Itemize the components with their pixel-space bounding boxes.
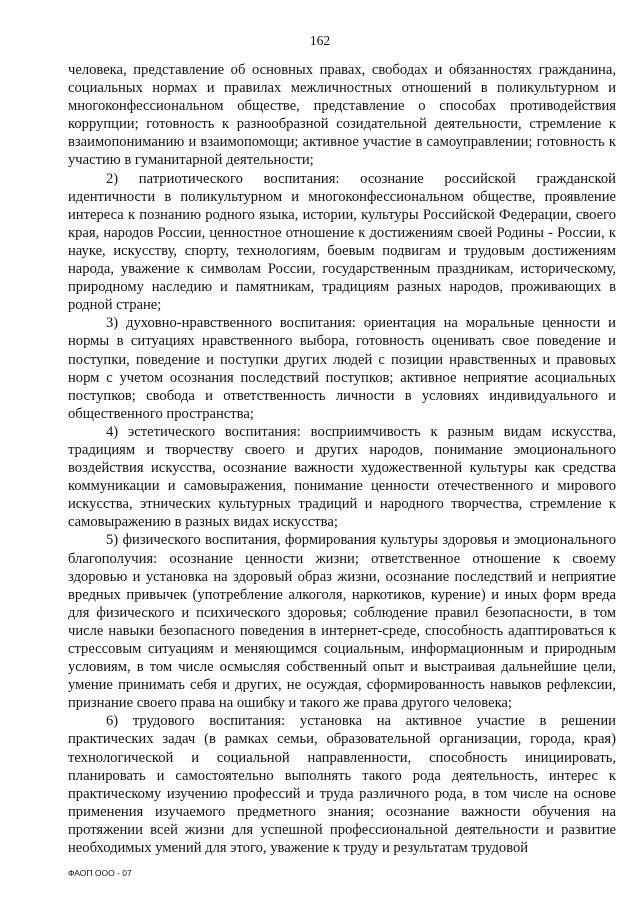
paragraph-continuation: человека, представление об основных правах, свободах и обязанностях гражданина, социальных нормах и правилах межличностных отношений в поликультурном и многоконфессиональном обществе, представление о способах противодействия коррупции; готовность к разнообразной созидательной деятельности, стремление к взаимопониманию и взаимопомощи; активное участие в самоуправлении; готовность к участию в гуманитарной деятельности; bbox=[68, 62, 616, 169]
page-number: 162 bbox=[309, 33, 331, 48]
paragraph-moral-education: 3) духовно-нравственного воспитания: ориентация на моральные ценности и нормы в ситуациях нравственного выбора, готовность оценивать свое поведение и поступки, поведение и поступки других людей с позиции нравственных и правовых норм с учетом осознания последствий поступков; активное неприятие асоциальных поступков; свобода и ответственность личности в условиях индивидуального и общественного пространства; bbox=[68, 315, 616, 422]
paragraph-patriotic-education: 2) патриотического воспитания: осознание российской гражданской идентичности в поликультурном и многоконфессиональном обществе, проявление интереса к познанию родного языка, истории, культуры Российской Федерации, своего края, народов России, ценностное отношение к достижениям своей Родины - России, к науке, искусству, спорту, технологиям, боевым подвигам и трудовым достижениям народа, уважение к символам России, государственным праздникам, историческому, природному наследию и памятникам, традициям разных народов, проживающих в родной стране; bbox=[68, 170, 616, 314]
document-body bbox=[68, 61, 616, 857]
paragraph-physical-education: 5) физического воспитания, формирования культуры здоровья и эмоционального благополучия: осознание ценности жизни; ответственное отношение к своему здоровью и установка на здоровый образ жизни, осознание последствий и неприятие вредных привычек (употребление алкоголя, наркотиков, курение) и иных форм вреда для физического и психического здоровья; соблюдение правил безопасности, в том числе навыки безопасного поведения в интернет-среде, способность адаптироваться к стрессовым ситуациям и меняющимся социальным, информационным и природным условиям, в том числе осмысляя собственный опыт и выстраивая дальнейшие цели, умение принимать себя и других, не осуждая, сформированность навыков рефлексии, признание своего права на ошибку и такого же права другого человека; bbox=[68, 532, 616, 712]
paragraph-labor-education: 6) трудового воспитания: установка на активное участие в решении практических задач (в рамках семьи, образовательной организации, города, края) технологической и социальной направленности, способность инициировать, планировать и самостоятельно выполнять такого рода деятельность, интерес к практическому изучению профессий и труда различного рода, в том числе на основе применения изучаемого предметного знания; осознание важности обучения на протяжении всей жизни для успешной профессиональной деятельности и развитие необходимых умений для этого, уважение к труду и результатам трудовой bbox=[68, 713, 616, 857]
paragraph-aesthetic-education: 4) эстетического воспитания: восприимчивость к разным видам искусства, традициям и творчеству своего и других народов, понимание эмоционального воздействия искусства, осознание важности художественной культуры как средства коммуникации и самовыражения, понимание ценности отечественного и мирового искусства, этнических культурных традиций и народного творчества, стремление к самовыражению в разных видах искусства; bbox=[68, 423, 616, 531]
footer-label: ФАОП ООО - 07 bbox=[68, 868, 132, 878]
